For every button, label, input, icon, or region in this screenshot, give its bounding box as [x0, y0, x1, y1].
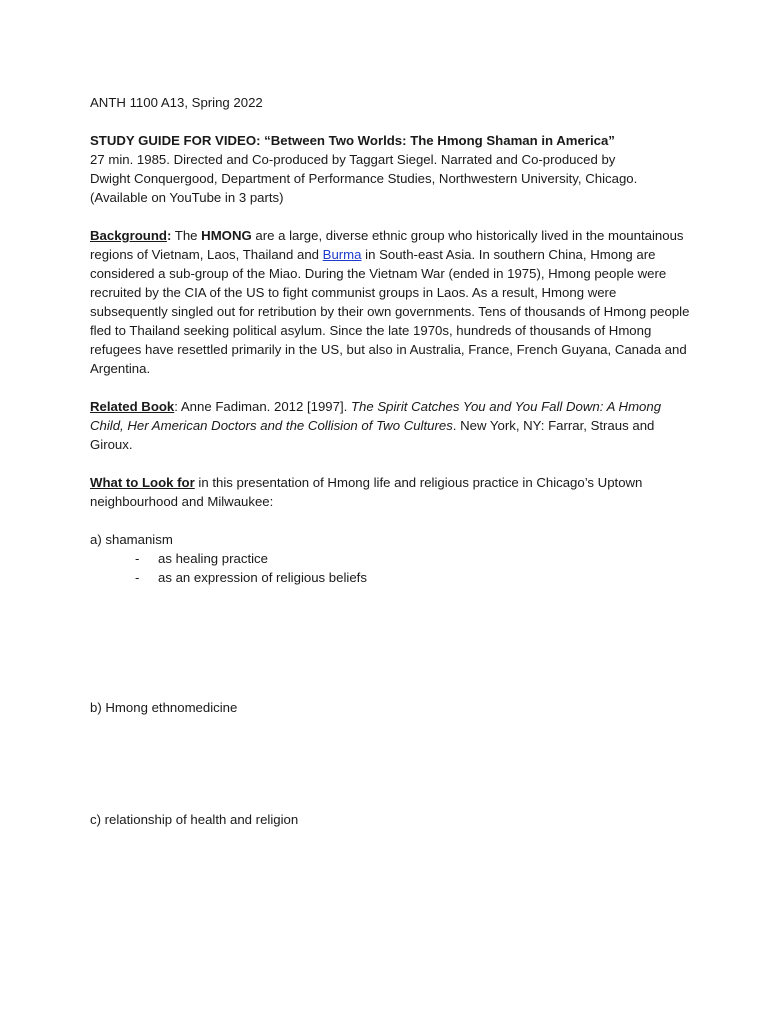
book-title: The Spirit Catches You and You Fall Down: A Hmong Child, Her American Doctors and the Collision of Two Cultures	[90, 399, 662, 433]
look-for-paragraph	[90, 473, 690, 511]
question-a: a) shamanism	[90, 532, 173, 547]
question-a-item-2-text: as an expression of religious beliefs	[158, 570, 367, 585]
related-book-paragraph	[90, 397, 690, 454]
video-meta-line-3: (Available on YouTube in 3 parts)	[90, 190, 284, 205]
burma-link[interactable]: Burma	[322, 247, 362, 262]
study-guide-title: STUDY GUIDE FOR VIDEO: “Between Two Worlds: The Hmong Shaman in America”	[90, 133, 615, 148]
related-book-label: Related Book	[90, 399, 175, 414]
hmong-term: HMONG	[201, 228, 252, 243]
document-content	[90, 93, 690, 829]
background-text-3: in South-east Asia. In southern China, Hmong are considered a sub-group of the Miao. During the Vietnam War (ended in 1975), Hmong people were recruited by the CIA of the US to fight communist groups in Laos. As a result, Hmong were subsequently singled out for retribution by their own governments. Tens of thousands of Hmong people fled to Thailand seeking political asylum. Since the late 1970s, hundreds of thousands of Hmong refugees have resettled primarily in the US, but also in Australia, France, French Guyana, Canada and Argentina.	[90, 247, 690, 376]
dash-bullet: -	[135, 551, 140, 566]
related-book-text-1: : Anne Fadiman. 2012 [1997].	[174, 399, 351, 414]
background-text-2: are a large, diverse ethnic group who historically lived in the mountainous regions of Vietnam, Laos, Thailand and	[90, 228, 684, 262]
question-c: c) relationship of health and religion	[90, 812, 299, 827]
look-for-text: in this presentation of Hmong life and religious practice in Chicago’s Uptown neighbourhood and Milwaukee:	[90, 475, 643, 509]
look-for-label: What to Look for	[90, 475, 195, 490]
background-paragraph	[90, 226, 690, 378]
question-a-item-1	[90, 549, 690, 568]
course-code: ANTH 1100 A13, Spring 2022	[90, 95, 263, 110]
dash-bullet: -	[135, 570, 140, 585]
background-colon: :	[166, 228, 172, 243]
video-meta-line-2: Dwight Conquergood, Department of Performance Studies, Northwestern University, Chicago.	[90, 171, 638, 186]
background-text-1: The	[171, 228, 202, 243]
question-a-item-1-text: as healing practice	[158, 551, 268, 566]
background-label: Background	[90, 228, 167, 243]
question-b: b) Hmong ethnomedicine	[90, 700, 238, 715]
question-a-item-2	[90, 568, 690, 587]
related-book-text-2: . New York, NY: Farrar, Straus and Giroux.	[90, 418, 655, 452]
video-meta-line-1: 27 min. 1985. Directed and Co-produced by Taggart Siegel. Narrated and Co-produced by	[90, 152, 616, 167]
